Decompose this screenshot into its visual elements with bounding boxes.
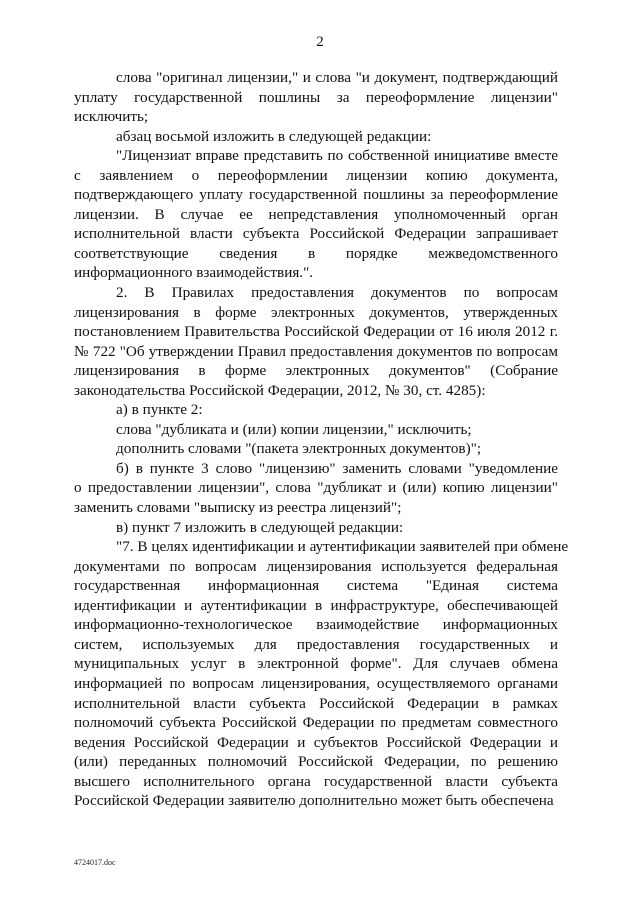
text-line: лицензирования в форме электронных документов, утвержденных bbox=[74, 303, 558, 321]
text-line: с заявлением о переоформлении лицензии копию документа, bbox=[74, 166, 558, 184]
text-line: № 722 "Об утверждении Правил предоставления документов по вопросам bbox=[74, 342, 558, 360]
text-line: соответствующие сведения в порядке межведомственного bbox=[74, 244, 558, 262]
text-line: государственная информационная система "Единая система bbox=[74, 577, 558, 595]
paragraph bbox=[74, 518, 558, 538]
text-line: информационно-технологическое взаимодействие информационных bbox=[74, 616, 558, 634]
paragraph bbox=[74, 537, 569, 811]
text-line: исполнительной власти субъекта Российской Федерации запрашивает bbox=[74, 225, 558, 243]
paragraph bbox=[74, 459, 558, 518]
paragraph bbox=[74, 68, 558, 127]
text-line: заменить словами "выписку из реестра лицензий"; bbox=[74, 499, 402, 517]
text-line: 2. В Правилах предоставления документов по вопросам bbox=[116, 284, 558, 302]
text-line: слова "оригинал лицензии," и слова "и документ, подтверждающий bbox=[116, 69, 558, 86]
file-name-footer: 4724017.doc bbox=[74, 858, 116, 867]
text-line: документами по вопросам лицензирования используется федеральная bbox=[74, 557, 558, 575]
text-line: информационного взаимодействия.". bbox=[74, 264, 314, 282]
paragraph bbox=[74, 439, 558, 459]
text-line: лицензии. В случае ее непредставления уполномоченный орган bbox=[74, 205, 558, 223]
text-line: систем, используемых для предоставления государственных и bbox=[74, 635, 558, 653]
text-line: муниципальных услуг в электронной форме". Для случаев обмена bbox=[74, 655, 558, 673]
text-line: высшего исполнительного органа государственной власти субъекта bbox=[74, 772, 558, 790]
text-line: а) в пункте 2: bbox=[116, 401, 203, 419]
text-line: (или) переданных полномочий Российской Федерации, по решению bbox=[74, 753, 558, 771]
text-line: о предоставлении лицензии", слова "дубликат и (или) копию лицензии" bbox=[74, 479, 558, 497]
page-number: 2 bbox=[316, 34, 324, 50]
paragraph bbox=[74, 146, 558, 283]
document-body bbox=[74, 68, 569, 811]
text-line: постановлением Правительства Российской Федерации от 16 июля 2012 г. bbox=[74, 323, 558, 341]
text-line: исключить; bbox=[74, 108, 149, 126]
text-line: уплату государственной пошлины за переоформление лицензии" bbox=[74, 88, 558, 106]
text-line: "Лицензиат вправе представить по собственной инициативе вместе bbox=[116, 147, 558, 165]
text-line: Российской Федерации заявителю дополнительно может быть обеспечена bbox=[74, 792, 554, 810]
text-line: исполнительной власти субъекта Российской Федерации в рамках bbox=[74, 694, 558, 712]
text-line: информацией по вопросам лицензирования, осуществляемого органами bbox=[74, 674, 558, 692]
text-line: абзац восьмой изложить в следующей редакции: bbox=[116, 127, 432, 145]
paragraph bbox=[74, 400, 558, 420]
text-line: идентификации и аутентификации в инфраструктуре, обеспечивающей bbox=[74, 596, 558, 614]
paragraph bbox=[74, 420, 558, 440]
text-line: слова "дубликата и (или) копии лицензии," исключить; bbox=[116, 420, 472, 438]
paragraph bbox=[74, 127, 558, 147]
text-line: лицензирования в форме электронных документов" (Собрание bbox=[74, 362, 558, 380]
text-line: "7. В целях идентификации и аутентификации заявителей при обмене bbox=[116, 538, 569, 556]
text-line: законодательства Российской Федерации, 2012, № 30, ст. 4285): bbox=[74, 381, 486, 399]
text-line: б) в пункте 3 слово "лицензию" заменить словами "уведомление bbox=[116, 459, 558, 477]
paragraph bbox=[74, 283, 558, 400]
text-line: подтверждающего уплату государственной пошлины за переоформление bbox=[74, 186, 558, 204]
text-line: дополнить словами "(пакета электронных документов)"; bbox=[116, 440, 482, 458]
text-line: полномочий субъекта Российской Федерации по предметам совместного bbox=[74, 714, 558, 732]
text-line: в) пункт 7 изложить в следующей редакции: bbox=[116, 518, 404, 536]
text-line: ведения Российской Федерации и субъектов Российской Федерации и bbox=[74, 733, 558, 751]
